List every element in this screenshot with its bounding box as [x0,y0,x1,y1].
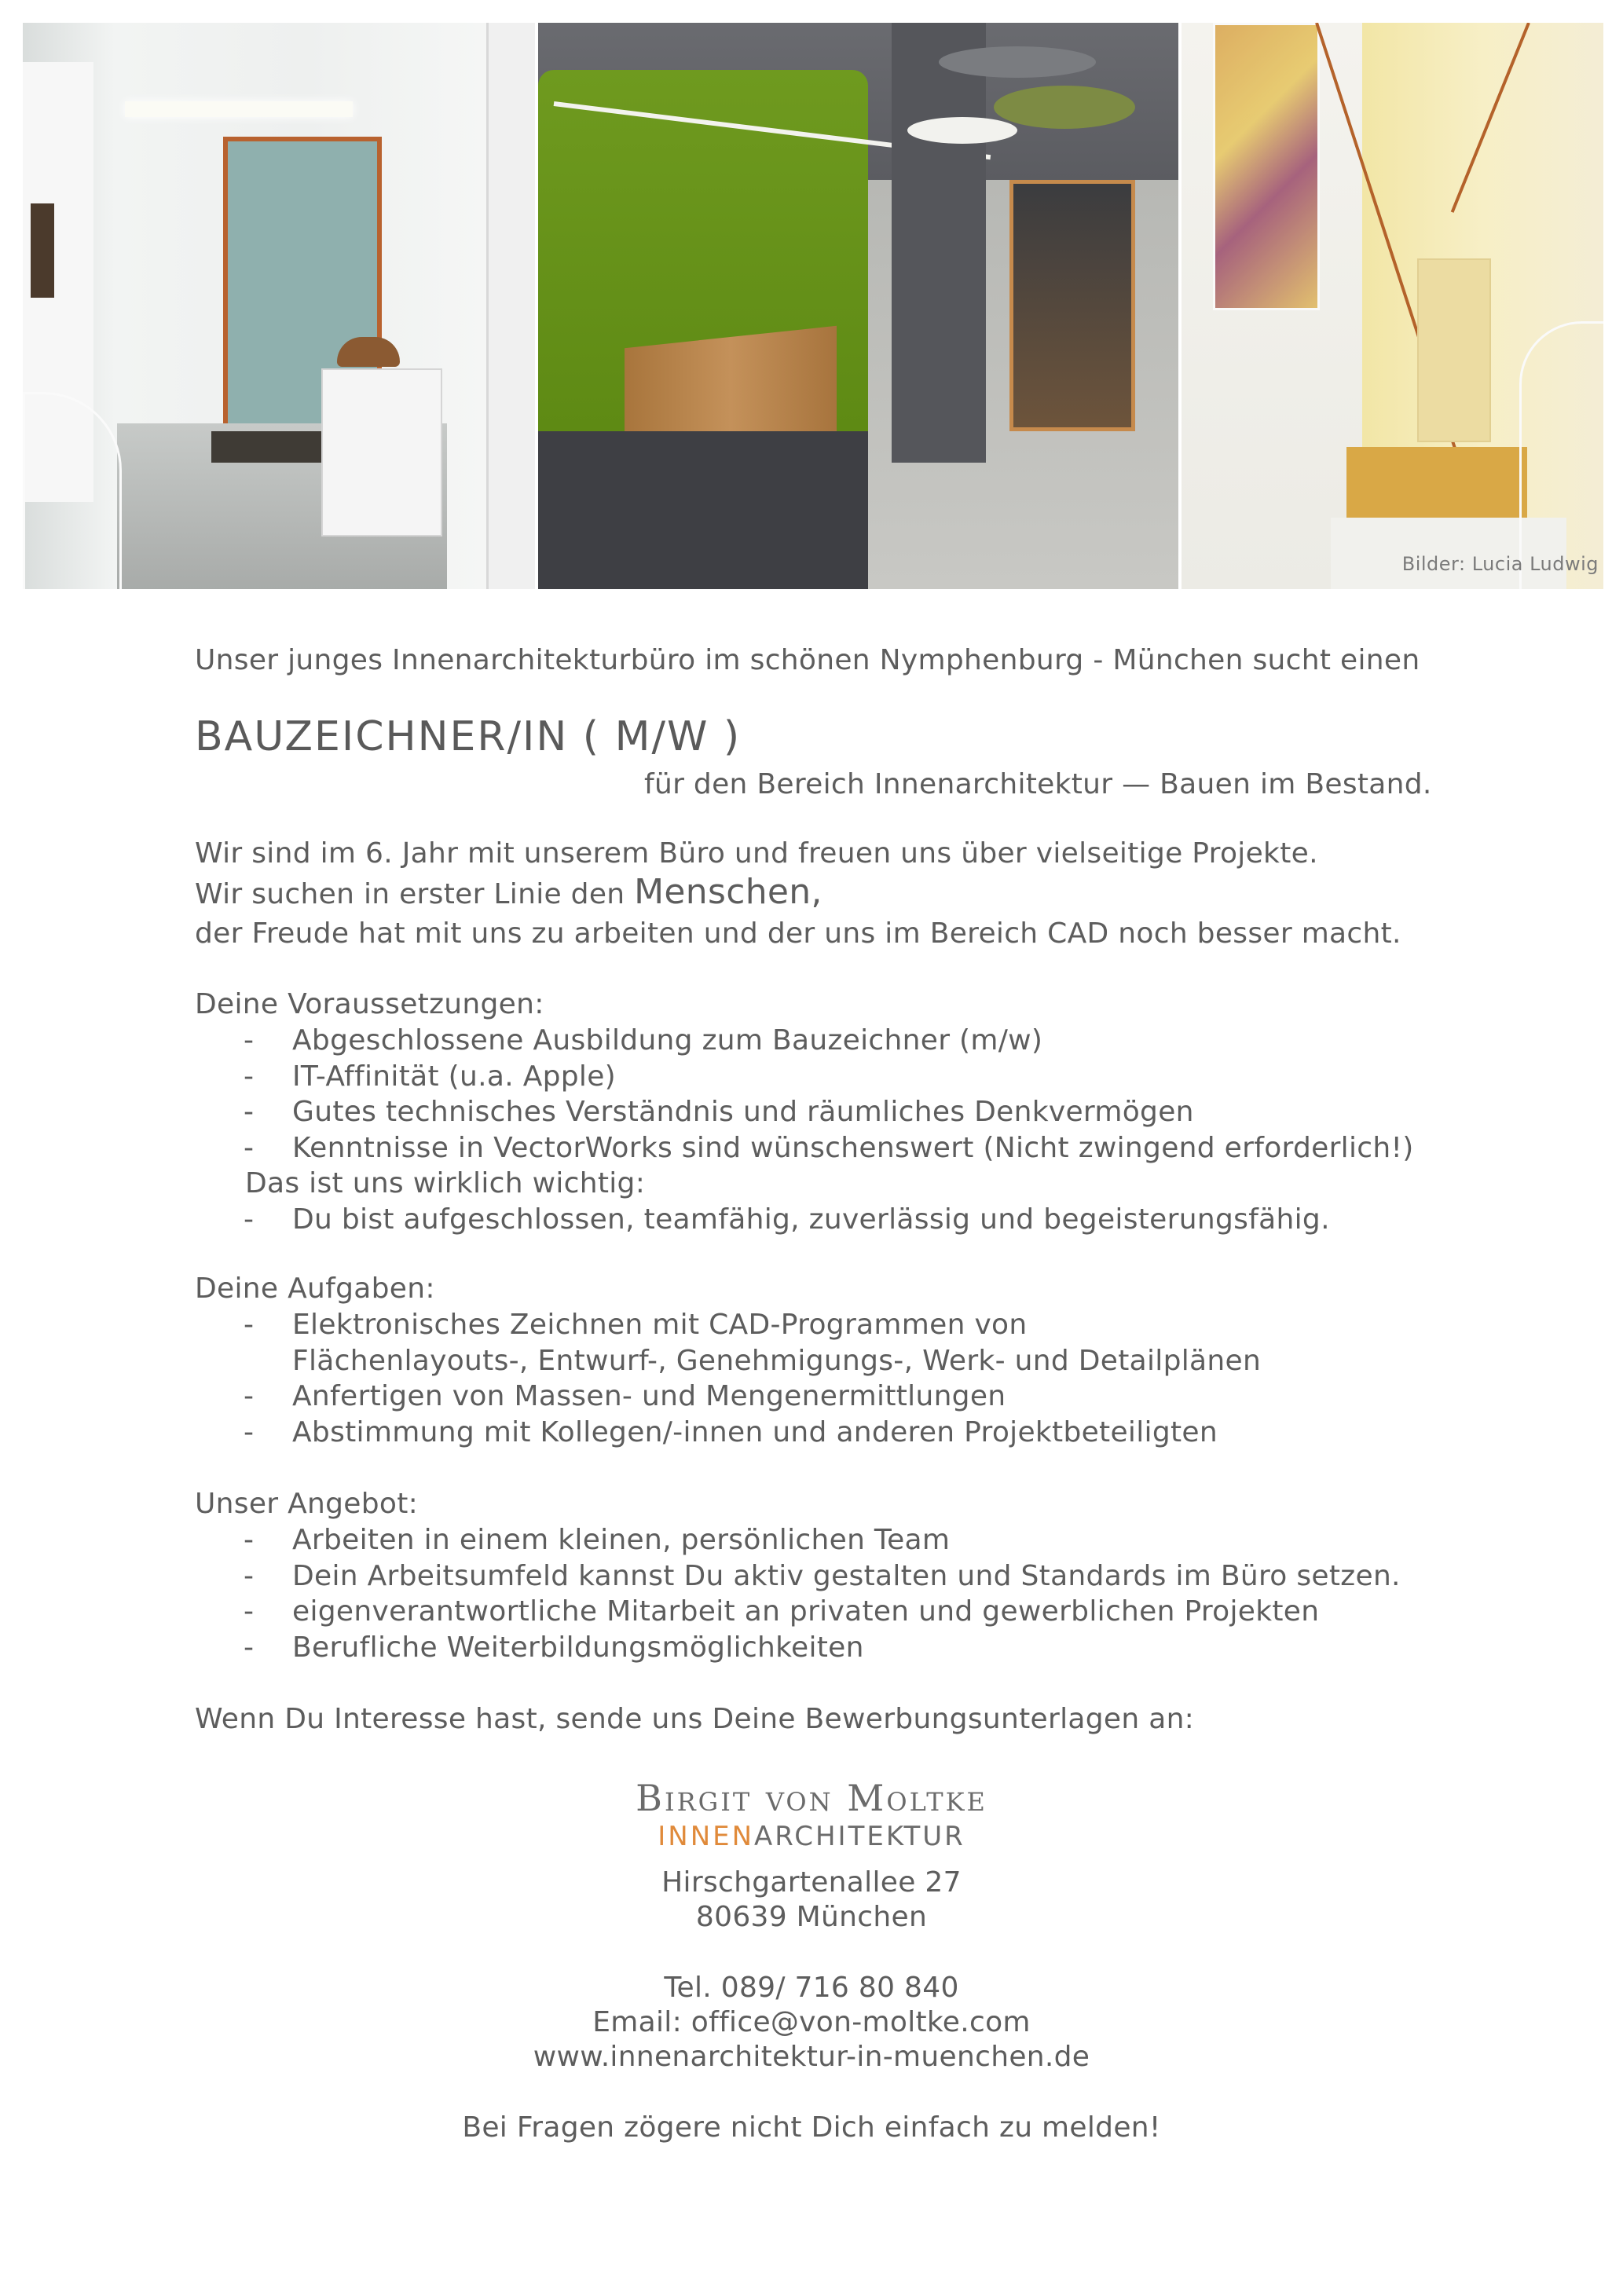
about-line-1: Wir sind im 6. Jahr mit unserem Büro und freuen uns über vielseitige Projekte. [195,837,1318,870]
list-item: - Abstimmung mit Kollegen/-innen und anderen Projektbeteiligten [244,1415,1218,1448]
logo-rest-text: ARCHITEKTUR [754,1821,965,1852]
about-line-2 [195,872,822,912]
photo-strip [23,23,1603,589]
list-item: - Arbeiten in einem kleinen, persönlichen Team [244,1524,951,1556]
important-list [244,1203,1500,1240]
list-item: - Gutes technisches Verständnis und räumliches Denkvermögen [244,1096,1194,1128]
photo-credit: Bilder: Lucia Ludwig [1401,553,1599,575]
list-item: - Du bist aufgeschlossen, teamfähig, zuverlässig und begeisterungsfähig. [244,1203,1330,1236]
company-city: 80639 München [695,1901,928,1933]
offer-heading: Unser Angebot: [195,1488,419,1520]
job-subtitle: für den Bereich Innenarchitektur — Bauen im Bestand. [644,768,1432,800]
company-logo-name: Birgit von Moltke [636,1777,987,1819]
intro-text: Unser junges Innenarchitekturbüro im schönen Nymphenburg - München sucht einen [195,644,1420,676]
list-item: - IT-Affinität (u.a. Apple) [244,1060,617,1093]
company-logo-subtitle [0,1821,1623,1852]
requirements-list [244,1024,1500,1167]
list-item: - eigenverantwortliche Mitarbeit an privaten und gewerblichen Projekten [244,1595,1320,1628]
list-item: - Abgeschlossene Ausbildung zum Bauzeichner (m/w) [244,1024,1043,1056]
company-phone: Tel. 089/ 716 80 840 [664,1972,959,2004]
staircase-corridor-photo [1182,23,1603,589]
entrance-hallway-photo [23,23,535,589]
important-label: Das ist uns wirklich wichtig: [245,1167,646,1199]
cta-text: Wenn Du Interesse hast, sende uns Deine Bewerbungsunterlagen an: [195,1703,1195,1735]
list-item: - Kenntnisse in VectorWorks sind wünschenswert (Nicht zwingend erforderlich!) [244,1131,1414,1164]
requirements-heading: Deine Voraussetzungen: [195,988,544,1020]
tasks-list [244,1309,1500,1452]
reception-desk-photo [538,23,1178,589]
closing-text: Bei Fragen zögere nicht Dich einfach zu melden! [462,2111,1161,2144]
list-item: - Anfertigen von Massen- und Mengenermittlungen [244,1380,1006,1412]
list-item: - Dein Arbeitsumfeld kannst Du aktiv gestalten und Standards im Büro setzen. [244,1559,1401,1592]
list-item: - Berufliche Weiterbildungsmöglichkeiten [244,1631,864,1664]
offer-list [244,1524,1500,1667]
about-line-3: der Freude hat mit uns zu arbeiten und der uns im Bereich CAD noch besser macht. [195,917,1401,950]
tasks-heading: Deine Aufgaben: [195,1273,435,1305]
logo-accent-text: INNEN [658,1821,755,1852]
about-emphasis: Menschen, [634,872,822,912]
company-website-link[interactable]: www.innenarchitektur-in-muenchen.de [533,2041,1090,2073]
job-title: BAUZEICHNER/IN ( M/W ) [195,713,742,760]
company-street: Hirschgartenallee 27 [661,1866,962,1899]
company-email[interactable]: Email: office@von-moltke.com [592,2006,1031,2038]
about-line-2-text: Wir suchen in erster Linie den [195,878,635,910]
list-item: - Elektronisches Zeichnen mit CAD-Programmen von Flächenlayouts-, Entwurf-, Genehmigungs-, Werk- und Detailplänen [244,1309,1262,1377]
